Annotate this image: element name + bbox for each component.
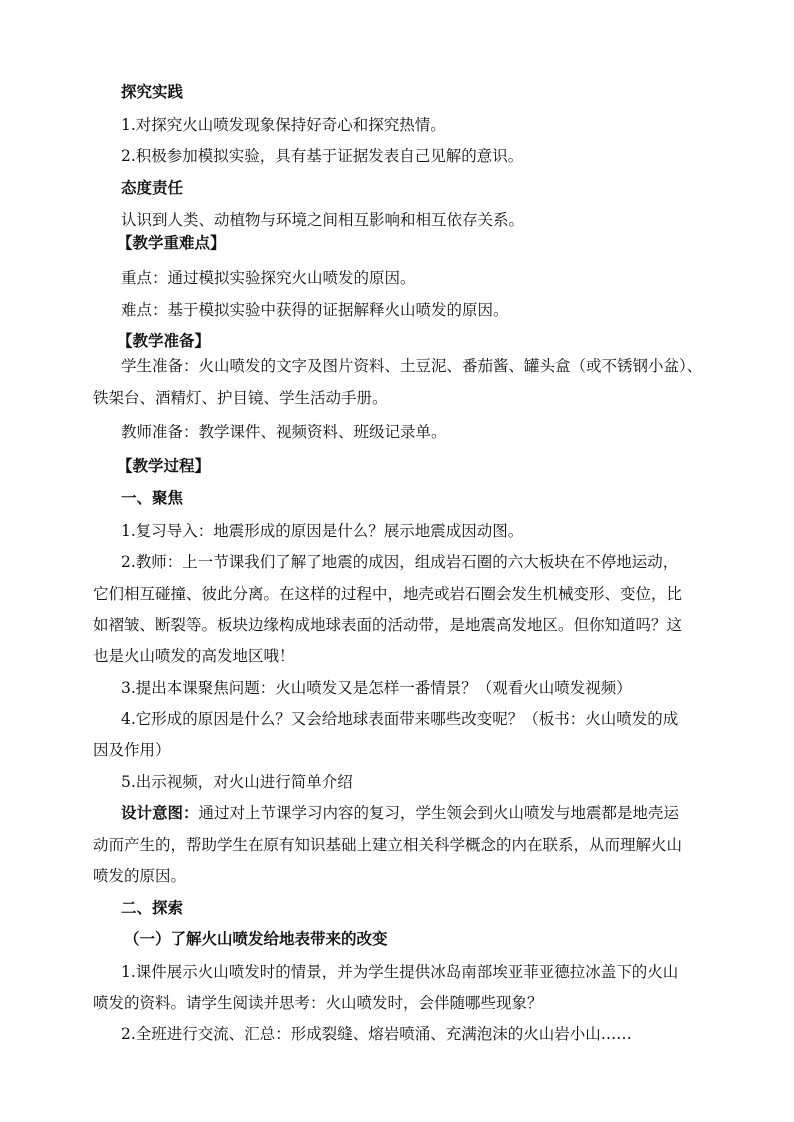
section-title-process: 【教学过程】 bbox=[117, 457, 211, 475]
focus-item-2-line-1: 2.教师：上一节课我们了解了地震的成因，组成岩石圈的六大板块在不停地运动， bbox=[121, 553, 679, 571]
design-intent-line-1 bbox=[121, 803, 710, 823]
part-explore-title: 二、探索 bbox=[121, 899, 184, 917]
subsection-changes-title: （一）了解火山喷发给地表带来的改变 bbox=[124, 930, 388, 948]
focus-item-5: 5.出示视频，对火山进行简单介绍 bbox=[121, 773, 353, 791]
section-title-key-difficulty: 【教学重难点】 bbox=[117, 234, 226, 252]
focus-item-1: 1.复习导入：地震形成的原因是什么？展示地震成因动图。 bbox=[121, 522, 524, 540]
teacher-prep: 教师准备：教学课件、视频资料、班级记录单。 bbox=[121, 423, 447, 441]
student-prep-line-2: 铁架台、酒精灯、护目镜、学生活动手册。 bbox=[93, 389, 388, 407]
student-prep-line-1: 学生准备：火山喷发的文字及图片资料、土豆泥、番茄酱、罐头盒（或不锈钢小盆）、 bbox=[121, 357, 703, 375]
inquiry-item-1: 1.对探究火山喷发现象保持好奇心和探究热情。 bbox=[121, 116, 446, 134]
section-title-preparation: 【教学准备】 bbox=[117, 332, 211, 350]
focus-item-4-line-2: 因及作用） bbox=[93, 741, 171, 759]
explore-item-1-line-1: 1.课件展示火山喷发时的情景，并为学生提供冰岛南部埃亚菲亚德拉冰盖下的火山 bbox=[121, 963, 679, 981]
focus-item-2-line-3: 如褶皱、断裂等。板块边缘构成地球表面的活动带，是地震高发地区。但你知道吗？这 bbox=[93, 616, 683, 634]
section-title-attitude: 态度责任 bbox=[121, 179, 184, 197]
section-title-inquiry-practice: 探究实践 bbox=[121, 83, 184, 101]
focus-item-4-line-1: 4.它形成的原因是什么？又会给地球表面带来哪些改变呢？（板书：火山喷发的成 bbox=[121, 710, 679, 728]
focus-item-3: 3.提出本课聚焦问题：火山喷发又是怎样一番情景？（观看火山喷发视频） bbox=[121, 679, 632, 697]
difficulty-point: 难点：基于模拟实验中获得的证据解释火山喷发的原因。 bbox=[121, 301, 509, 319]
explore-item-2: 2.全班进行交流、汇总：形成裂缝、熔岩喷涌、充满泡沫的火山岩小山…… bbox=[121, 1025, 632, 1043]
design-intent-line-3: 喷发的原因。 bbox=[93, 867, 187, 885]
key-point: 重点：通过模拟实验探究火山喷发的原因。 bbox=[121, 269, 416, 287]
part-focus-title: 一、聚焦 bbox=[121, 489, 184, 507]
design-intent-line-2: 动而产生的，帮助学生在原有知识基础上建立相关科学概念的内在联系，从而理解火山 bbox=[93, 836, 683, 854]
design-intent-text-1: 通过对上节课学习内容的复习，学生领会到火山喷发与地震都是地壳运 bbox=[198, 804, 680, 822]
focus-item-2-line-4: 也是火山喷发的高发地区哦！ bbox=[93, 647, 295, 665]
focus-item-2-line-2: 它们相互碰撞、彼此分离。在这样的过程中，地壳或岩石圈会发生机械变形、变位，比 bbox=[93, 585, 683, 603]
explore-item-1-line-2: 喷发的资料。请学生阅读并思考：火山喷发时，会伴随哪些现象？ bbox=[93, 994, 543, 1012]
attitude-text: 认识到人类、动植物与环境之间相互影响和相互依存关系。 bbox=[121, 211, 525, 229]
inquiry-item-2: 2.积极参加模拟实验，具有基于证据发表自己见解的意识。 bbox=[121, 147, 524, 165]
design-intent-label: 设计意图： bbox=[121, 804, 199, 822]
